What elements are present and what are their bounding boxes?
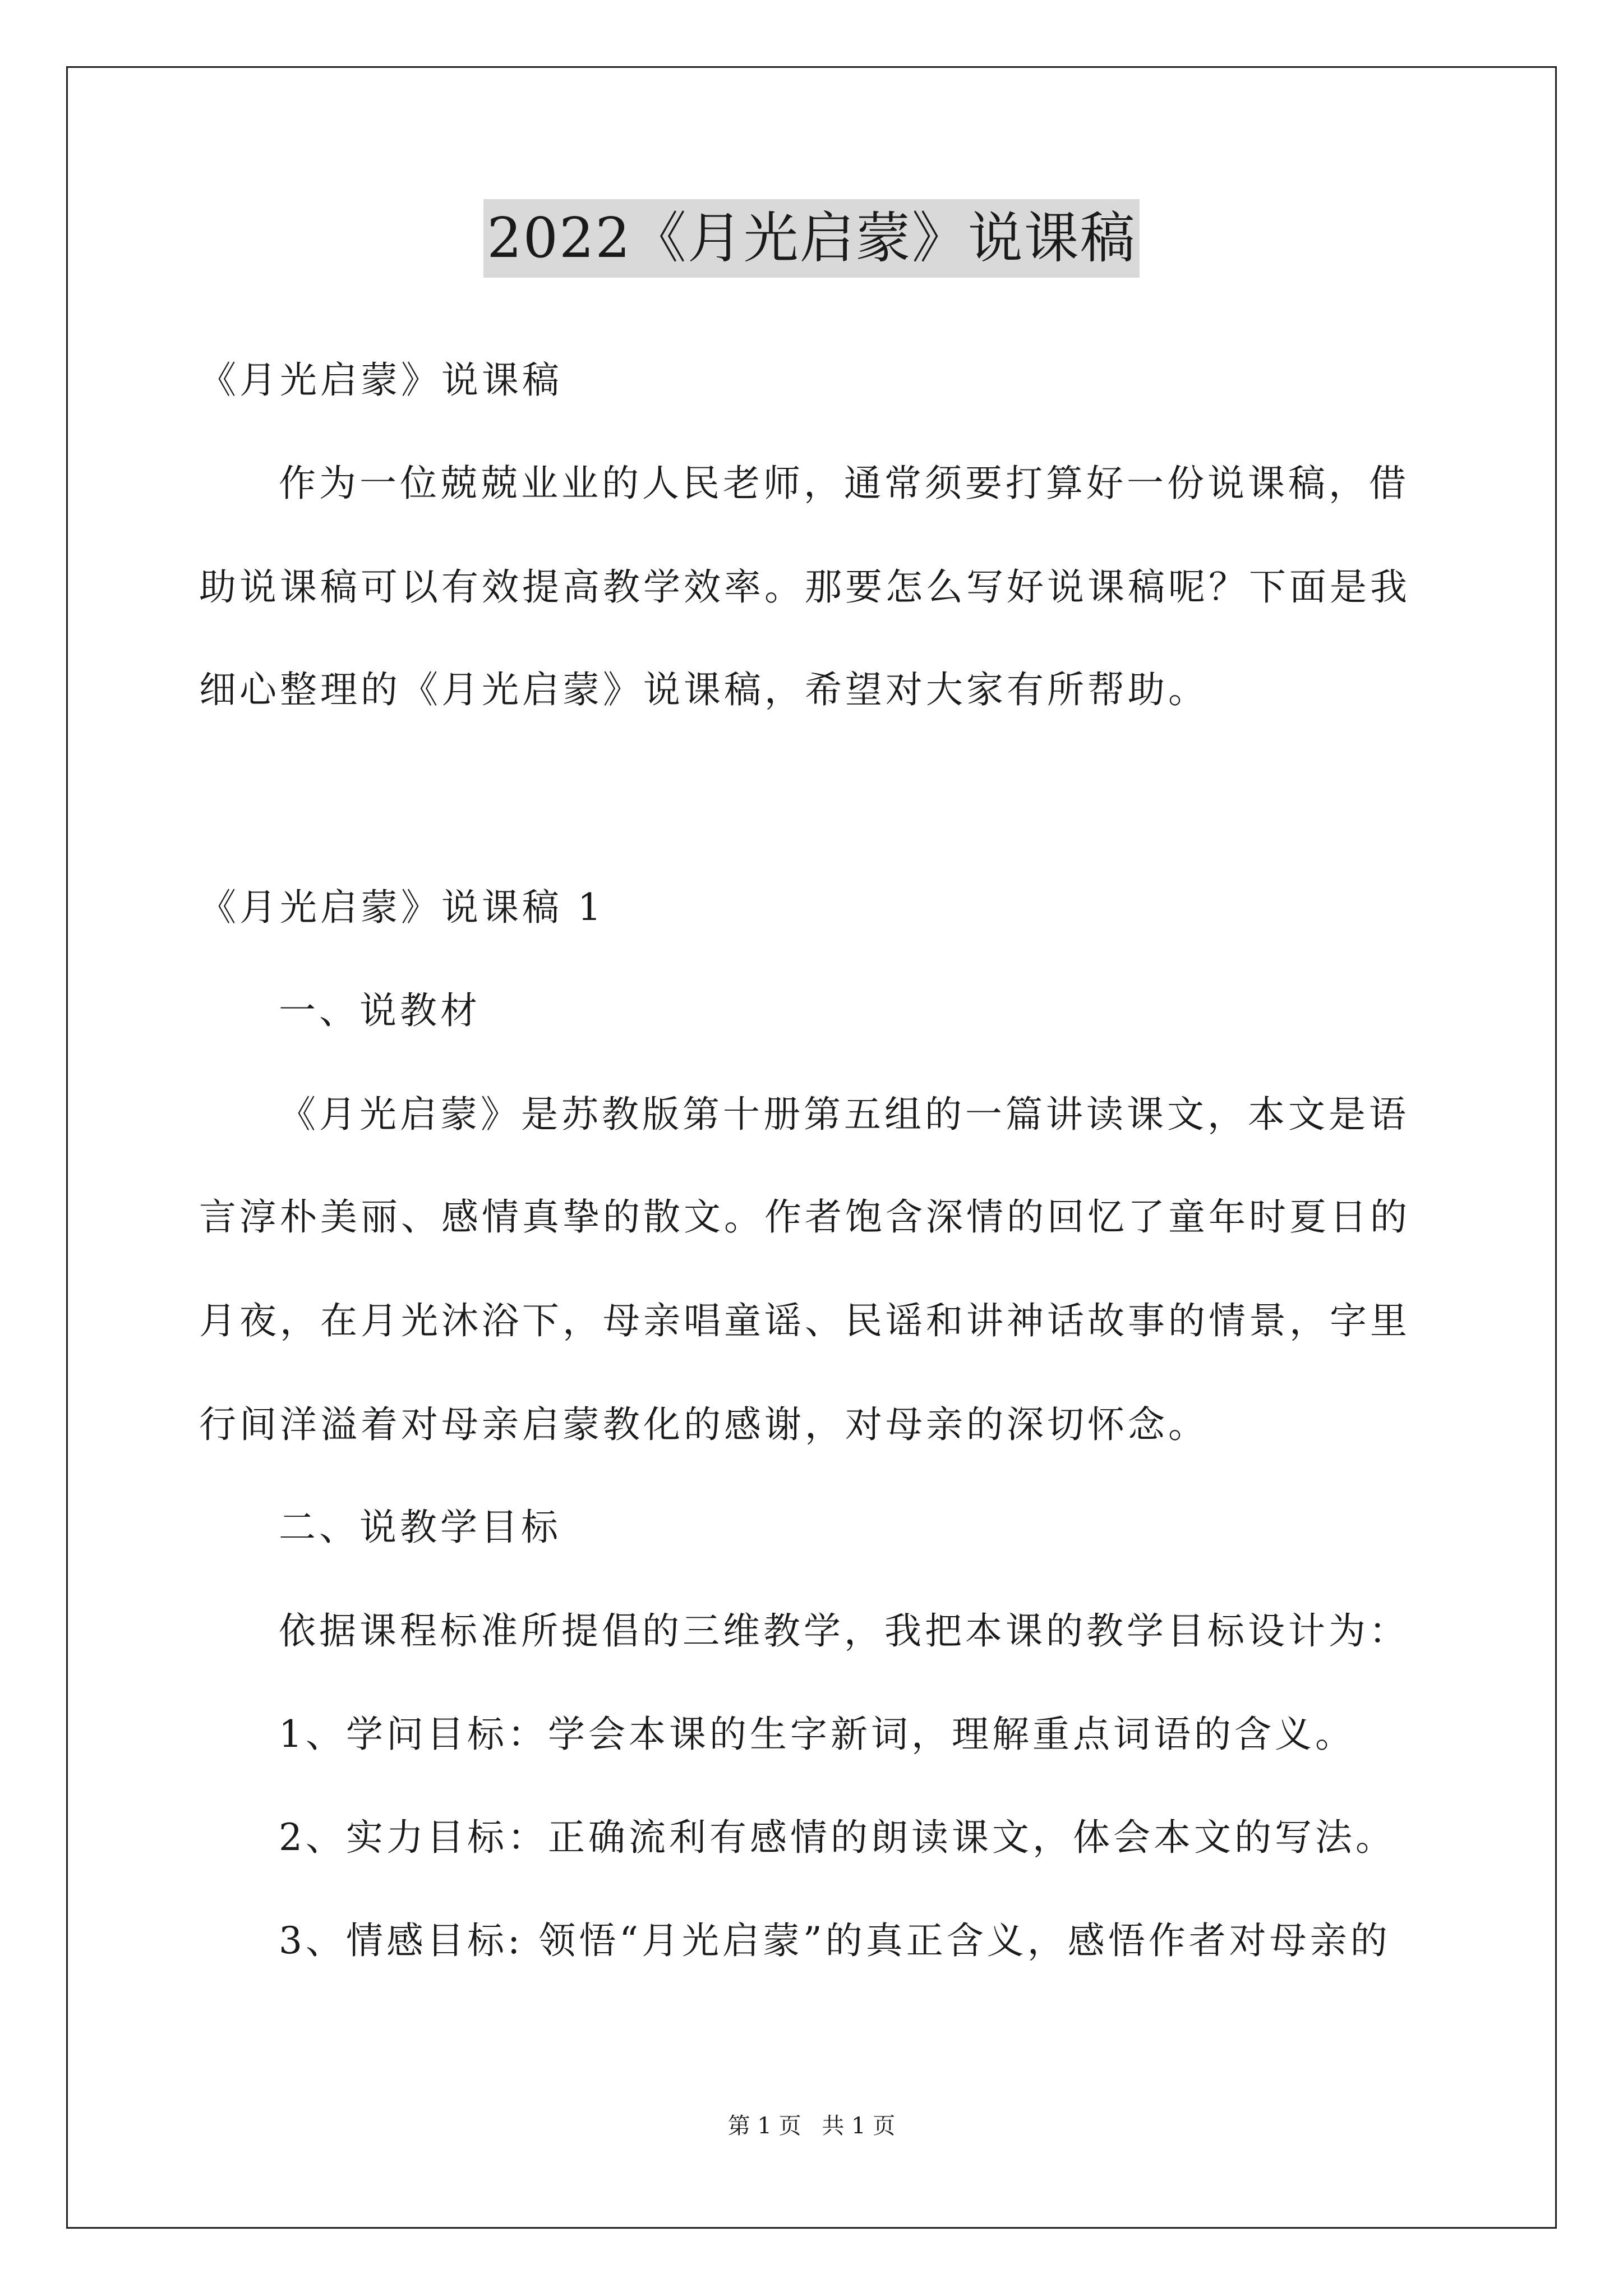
paragraph-line: 行间洋溢着对母亲启蒙教化的感谢，对母亲的深切怀念。 (199, 1403, 1209, 1446)
paragraph-line: 依据课程标准所提倡的三维教学，我把本课的教学目标设计为： (279, 1609, 1409, 1653)
paragraph-line: 言淳朴美丽、感情真挚的散文。作者饱含深情的回忆了童年时夏日的 (199, 1195, 1410, 1239)
paragraph-line: 细心整理的《月光启蒙》说课稿，希望对大家有所帮助。 (199, 668, 1209, 711)
list-item: 1、学问目标：学会本课的生字新词，理解重点词语的含义。 (279, 1713, 1355, 1756)
paragraph-line: 作为一位兢兢业业的人民老师，通常须要打算好一份说课稿，借 (279, 462, 1409, 505)
section-heading: 《月光启蒙》说课稿 1 (199, 886, 605, 929)
paragraph-line: 助说课稿可以有效提高教学效率。那要怎么写好说课稿呢？下面是我 (199, 565, 1410, 609)
paragraph-line: 《月光启蒙》是苏教版第十册第五组的一篇讲读课文，本文是语 (279, 1093, 1409, 1136)
document-title: 2022《月光启蒙》说课稿 (483, 199, 1139, 278)
page-number: 第 1 页 (727, 2113, 801, 2139)
list-item: 3、情感目标: 领悟“月光启蒙”的真正含义，感悟作者对母亲的 (279, 1919, 1391, 1962)
subsection-heading: 一、说教材 (279, 989, 481, 1032)
list-item: 2、实力目标：正确流利有感情的朗读课文，体会本文的写法。 (279, 1816, 1396, 1859)
title-container (0, 199, 1623, 278)
subsection-heading: 二、说教学目标 (279, 1506, 561, 1549)
page-footer (0, 2109, 1623, 2143)
page-total: 共 1 页 (822, 2113, 896, 2139)
paragraph-line: 月夜，在月光沐浴下，母亲唱童谣、民谣和讲神话故事的情景，字里 (199, 1299, 1410, 1342)
subtitle-line: 《月光启蒙》说课稿 (199, 358, 562, 402)
